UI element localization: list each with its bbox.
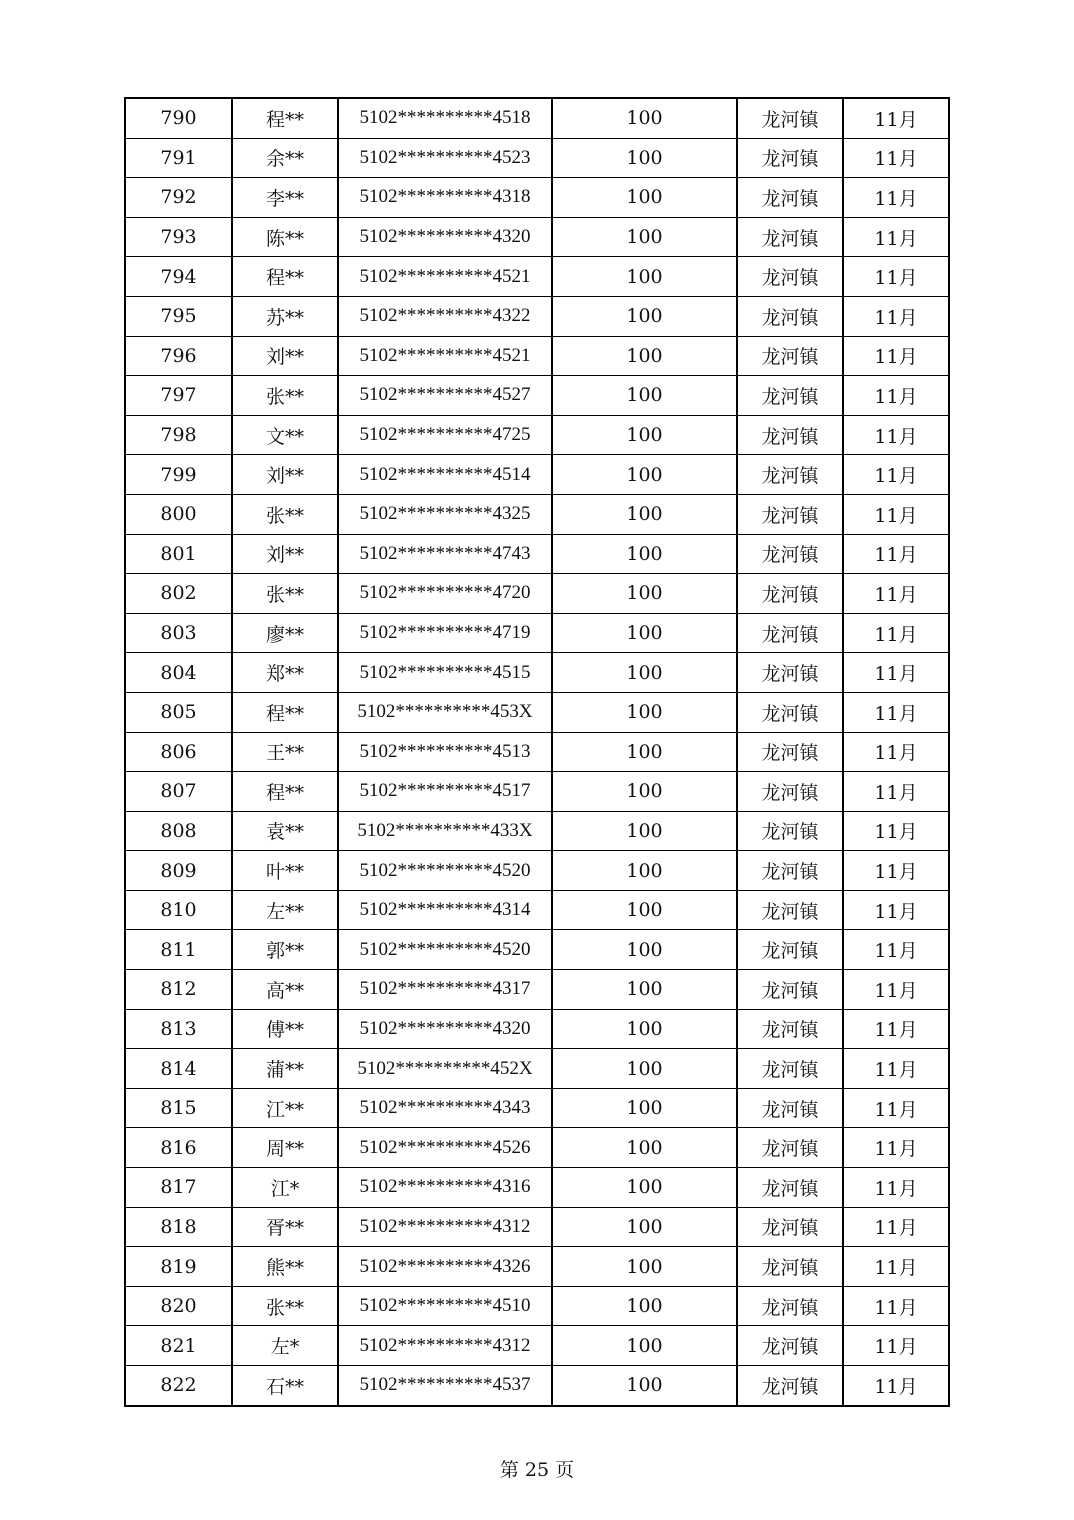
cell-id-number: 5102**********4520	[338, 851, 552, 891]
cell-name: 张**	[232, 574, 338, 614]
cell-town: 龙河镇	[737, 1247, 843, 1287]
cell-month: 11月	[843, 1009, 949, 1049]
cell-amount: 100	[552, 851, 737, 891]
cell-serial-number: 816	[125, 1128, 232, 1168]
cell-month: 11月	[843, 1366, 949, 1406]
cell-amount: 100	[552, 574, 737, 614]
cell-serial-number: 820	[125, 1286, 232, 1326]
cell-name: 郑**	[232, 653, 338, 693]
cell-amount: 100	[552, 1128, 737, 1168]
table-row	[125, 692, 949, 732]
table-row	[125, 1168, 949, 1208]
table-row	[125, 1247, 949, 1287]
cell-serial-number: 818	[125, 1207, 232, 1247]
cell-name: 胥**	[232, 1207, 338, 1247]
cell-id-number: 5102**********4719	[338, 613, 552, 653]
cell-month: 11月	[843, 376, 949, 416]
cell-id-number: 5102**********4521	[338, 257, 552, 297]
cell-amount: 100	[552, 613, 737, 653]
cell-month: 11月	[843, 296, 949, 336]
cell-serial-number: 803	[125, 613, 232, 653]
cell-id-number: 5102**********4523	[338, 138, 552, 178]
cell-name: 袁**	[232, 811, 338, 851]
cell-id-number: 5102**********4510	[338, 1286, 552, 1326]
cell-town: 龙河镇	[737, 455, 843, 495]
cell-id-number: 5102**********4513	[338, 732, 552, 772]
cell-amount: 100	[552, 1247, 737, 1287]
cell-month: 11月	[843, 970, 949, 1010]
cell-amount: 100	[552, 811, 737, 851]
cell-id-number: 5102**********4316	[338, 1168, 552, 1208]
cell-amount: 100	[552, 336, 737, 376]
cell-id-number: 5102**********4515	[338, 653, 552, 693]
cell-month: 11月	[843, 772, 949, 812]
cell-month: 11月	[843, 217, 949, 257]
cell-amount: 100	[552, 98, 737, 138]
cell-id-number: 5102**********4527	[338, 376, 552, 416]
cell-serial-number: 809	[125, 851, 232, 891]
cell-month: 11月	[843, 138, 949, 178]
table-row	[125, 494, 949, 534]
cell-name: 张**	[232, 376, 338, 416]
cell-month: 11月	[843, 613, 949, 653]
cell-name: 张**	[232, 494, 338, 534]
cell-name: 程**	[232, 257, 338, 297]
table-row	[125, 653, 949, 693]
cell-serial-number: 802	[125, 574, 232, 614]
cell-amount: 100	[552, 257, 737, 297]
cell-name: 石**	[232, 1366, 338, 1406]
cell-serial-number: 808	[125, 811, 232, 851]
cell-amount: 100	[552, 1366, 737, 1406]
cell-month: 11月	[843, 98, 949, 138]
cell-town: 龙河镇	[737, 1326, 843, 1366]
cell-town: 龙河镇	[737, 1366, 843, 1406]
cell-amount: 100	[552, 1088, 737, 1128]
cell-id-number: 5102**********4322	[338, 296, 552, 336]
cell-id-number: 5102**********4743	[338, 534, 552, 574]
cell-serial-number: 807	[125, 772, 232, 812]
cell-name: 江**	[232, 1088, 338, 1128]
cell-id-number: 5102**********4526	[338, 1128, 552, 1168]
cell-month: 11月	[843, 1088, 949, 1128]
cell-name: 程**	[232, 98, 338, 138]
cell-name: 苏**	[232, 296, 338, 336]
cell-serial-number: 813	[125, 1009, 232, 1049]
cell-town: 龙河镇	[737, 574, 843, 614]
cell-serial-number: 799	[125, 455, 232, 495]
cell-town: 龙河镇	[737, 534, 843, 574]
cell-serial-number: 811	[125, 930, 232, 970]
cell-month: 11月	[843, 692, 949, 732]
cell-month: 11月	[843, 455, 949, 495]
cell-serial-number: 819	[125, 1247, 232, 1287]
cell-amount: 100	[552, 1326, 737, 1366]
cell-id-number: 5102**********4518	[338, 98, 552, 138]
cell-month: 11月	[843, 415, 949, 455]
table-row	[125, 455, 949, 495]
cell-town: 龙河镇	[737, 415, 843, 455]
cell-name: 左*	[232, 1326, 338, 1366]
cell-amount: 100	[552, 930, 737, 970]
cell-amount: 100	[552, 970, 737, 1010]
cell-id-number: 5102**********453X	[338, 692, 552, 732]
cell-town: 龙河镇	[737, 692, 843, 732]
table-row	[125, 98, 949, 138]
cell-id-number: 5102**********4317	[338, 970, 552, 1010]
table-row	[125, 534, 949, 574]
cell-town: 龙河镇	[737, 178, 843, 218]
cell-serial-number: 812	[125, 970, 232, 1010]
cell-amount: 100	[552, 494, 737, 534]
cell-town: 龙河镇	[737, 930, 843, 970]
cell-month: 11月	[843, 1168, 949, 1208]
cell-amount: 100	[552, 1207, 737, 1247]
cell-amount: 100	[552, 534, 737, 574]
cell-month: 11月	[843, 1049, 949, 1089]
cell-amount: 100	[552, 296, 737, 336]
cell-id-number: 5102**********4325	[338, 494, 552, 534]
cell-month: 11月	[843, 890, 949, 930]
cell-month: 11月	[843, 811, 949, 851]
cell-town: 龙河镇	[737, 1286, 843, 1326]
cell-name: 王**	[232, 732, 338, 772]
cell-name: 郭**	[232, 930, 338, 970]
cell-serial-number: 815	[125, 1088, 232, 1128]
cell-name: 余**	[232, 138, 338, 178]
cell-town: 龙河镇	[737, 217, 843, 257]
cell-month: 11月	[843, 494, 949, 534]
cell-id-number: 5102**********4343	[338, 1088, 552, 1128]
cell-serial-number: 821	[125, 1326, 232, 1366]
cell-month: 11月	[843, 1326, 949, 1366]
cell-id-number: 5102**********4514	[338, 455, 552, 495]
table-row	[125, 890, 949, 930]
cell-serial-number: 794	[125, 257, 232, 297]
cell-town: 龙河镇	[737, 811, 843, 851]
cell-id-number: 5102**********4320	[338, 1009, 552, 1049]
table-row	[125, 1286, 949, 1326]
table-row	[125, 851, 949, 891]
cell-name: 文**	[232, 415, 338, 455]
table-row	[125, 257, 949, 297]
cell-town: 龙河镇	[737, 613, 843, 653]
table-row	[125, 811, 949, 851]
cell-town: 龙河镇	[737, 376, 843, 416]
cell-amount: 100	[552, 890, 737, 930]
cell-town: 龙河镇	[737, 772, 843, 812]
cell-name: 程**	[232, 772, 338, 812]
cell-serial-number: 801	[125, 534, 232, 574]
cell-town: 龙河镇	[737, 970, 843, 1010]
cell-amount: 100	[552, 692, 737, 732]
table-row	[125, 930, 949, 970]
cell-amount: 100	[552, 1168, 737, 1208]
cell-amount: 100	[552, 1286, 737, 1326]
table-row	[125, 1207, 949, 1247]
table-row	[125, 217, 949, 257]
cell-name: 刘**	[232, 336, 338, 376]
table-row	[125, 1009, 949, 1049]
cell-town: 龙河镇	[737, 98, 843, 138]
table-row	[125, 376, 949, 416]
cell-amount: 100	[552, 138, 737, 178]
cell-month: 11月	[843, 930, 949, 970]
table-row	[125, 1049, 949, 1089]
page-number: 第 25 页	[499, 1459, 575, 1481]
cell-serial-number: 806	[125, 732, 232, 772]
cell-town: 龙河镇	[737, 653, 843, 693]
cell-month: 11月	[843, 178, 949, 218]
roster-table	[124, 97, 950, 1407]
cell-serial-number: 795	[125, 296, 232, 336]
cell-town: 龙河镇	[737, 1168, 843, 1208]
table-row	[125, 613, 949, 653]
cell-name: 左**	[232, 890, 338, 930]
table-row	[125, 178, 949, 218]
cell-month: 11月	[843, 1207, 949, 1247]
cell-serial-number: 790	[125, 98, 232, 138]
cell-month: 11月	[843, 1286, 949, 1326]
cell-town: 龙河镇	[737, 1049, 843, 1089]
cell-amount: 100	[552, 772, 737, 812]
cell-amount: 100	[552, 455, 737, 495]
cell-town: 龙河镇	[737, 851, 843, 891]
cell-serial-number: 804	[125, 653, 232, 693]
cell-id-number: 5102**********4517	[338, 772, 552, 812]
cell-town: 龙河镇	[737, 257, 843, 297]
cell-serial-number: 792	[125, 178, 232, 218]
cell-serial-number: 814	[125, 1049, 232, 1089]
cell-serial-number: 793	[125, 217, 232, 257]
cell-name: 刘**	[232, 534, 338, 574]
table-row	[125, 1326, 949, 1366]
cell-town: 龙河镇	[737, 138, 843, 178]
cell-month: 11月	[843, 336, 949, 376]
cell-name: 程**	[232, 692, 338, 732]
table-row	[125, 772, 949, 812]
cell-name: 廖**	[232, 613, 338, 653]
table-row	[125, 1128, 949, 1168]
cell-id-number: 5102**********4725	[338, 415, 552, 455]
cell-name: 江*	[232, 1168, 338, 1208]
cell-amount: 100	[552, 178, 737, 218]
roster-body	[125, 98, 949, 1406]
cell-serial-number: 798	[125, 415, 232, 455]
cell-month: 11月	[843, 851, 949, 891]
cell-name: 张**	[232, 1286, 338, 1326]
cell-month: 11月	[843, 257, 949, 297]
table-row	[125, 336, 949, 376]
cell-name: 刘**	[232, 455, 338, 495]
table-row	[125, 138, 949, 178]
cell-serial-number: 817	[125, 1168, 232, 1208]
table-row	[125, 970, 949, 1010]
cell-month: 11月	[843, 653, 949, 693]
table-row	[125, 1088, 949, 1128]
cell-serial-number: 800	[125, 494, 232, 534]
cell-town: 龙河镇	[737, 1128, 843, 1168]
cell-id-number: 5102**********4312	[338, 1207, 552, 1247]
cell-amount: 100	[552, 1049, 737, 1089]
cell-serial-number: 805	[125, 692, 232, 732]
cell-town: 龙河镇	[737, 890, 843, 930]
cell-name: 傅**	[232, 1009, 338, 1049]
cell-serial-number: 791	[125, 138, 232, 178]
table-row	[125, 1366, 949, 1406]
cell-amount: 100	[552, 217, 737, 257]
cell-month: 11月	[843, 732, 949, 772]
cell-id-number: 5102**********4521	[338, 336, 552, 376]
cell-town: 龙河镇	[737, 1009, 843, 1049]
cell-serial-number: 810	[125, 890, 232, 930]
cell-town: 龙河镇	[737, 1207, 843, 1247]
cell-amount: 100	[552, 653, 737, 693]
cell-town: 龙河镇	[737, 732, 843, 772]
cell-id-number: 5102**********4312	[338, 1326, 552, 1366]
table-row	[125, 415, 949, 455]
cell-amount: 100	[552, 732, 737, 772]
cell-serial-number: 797	[125, 376, 232, 416]
cell-id-number: 5102**********433X	[338, 811, 552, 851]
cell-id-number: 5102**********4318	[338, 178, 552, 218]
cell-name: 蒲**	[232, 1049, 338, 1089]
cell-name: 周**	[232, 1128, 338, 1168]
cell-serial-number: 796	[125, 336, 232, 376]
cell-month: 11月	[843, 1128, 949, 1168]
cell-serial-number: 822	[125, 1366, 232, 1406]
cell-id-number: 5102**********4520	[338, 930, 552, 970]
cell-amount: 100	[552, 1009, 737, 1049]
cell-id-number: 5102**********4720	[338, 574, 552, 614]
cell-name: 熊**	[232, 1247, 338, 1287]
table-row	[125, 732, 949, 772]
cell-name: 叶**	[232, 851, 338, 891]
cell-month: 11月	[843, 534, 949, 574]
cell-id-number: 5102**********4314	[338, 890, 552, 930]
cell-name: 李**	[232, 178, 338, 218]
table-row	[125, 574, 949, 614]
cell-amount: 100	[552, 415, 737, 455]
cell-month: 11月	[843, 1247, 949, 1287]
cell-name: 高**	[232, 970, 338, 1010]
cell-name: 陈**	[232, 217, 338, 257]
cell-id-number: 5102**********4320	[338, 217, 552, 257]
table-row	[125, 296, 949, 336]
cell-id-number: 5102**********4537	[338, 1366, 552, 1406]
cell-id-number: 5102**********452X	[338, 1049, 552, 1089]
cell-amount: 100	[552, 376, 737, 416]
cell-town: 龙河镇	[737, 494, 843, 534]
cell-town: 龙河镇	[737, 1088, 843, 1128]
cell-month: 11月	[843, 574, 949, 614]
cell-town: 龙河镇	[737, 336, 843, 376]
cell-town: 龙河镇	[737, 296, 843, 336]
cell-id-number: 5102**********4326	[338, 1247, 552, 1287]
